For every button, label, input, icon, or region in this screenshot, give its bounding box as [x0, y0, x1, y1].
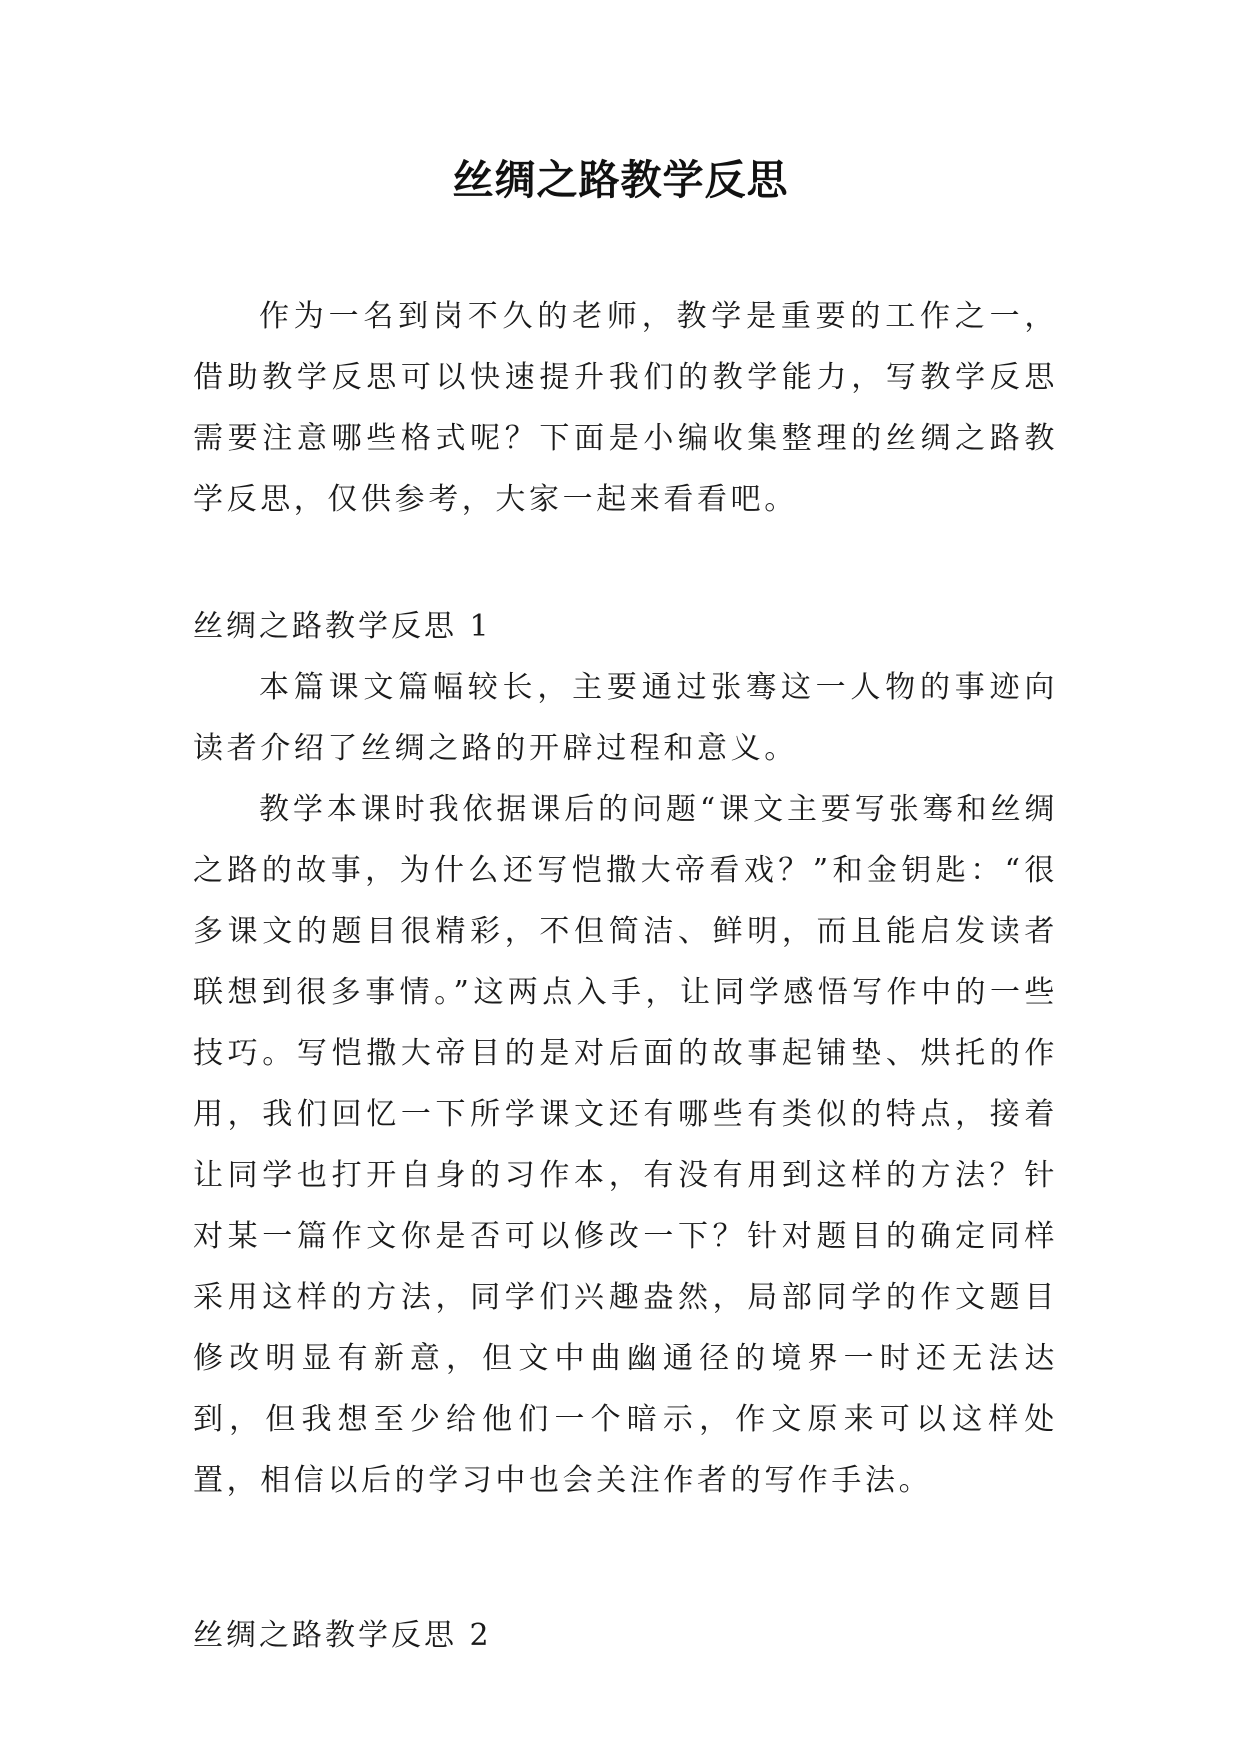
- section-1: [193, 596, 1058, 1511]
- section-2: [193, 1605, 1058, 1666]
- section-heading: 丝绸之路教学反思 2: [193, 1618, 492, 1653]
- body-paragraph: 教学本课时我依据课后的问题“课文主要写张骞和丝绸之路的故事，为什么还写恺撒大帝看戏？”和金钥匙：“很多课文的题目很精彩，不但简洁、鲜明，而且能启发读者联想到很多事情。”这两点入手，让同学感悟写作中的一些技巧。写恺撒大帝目的是对后面的故事起铺垫、烘托的作用，我们回忆一下所学课文还有哪些有类似的特点，接着让同学也打开自身的习作本，有没有用到这样的方法？针对某一篇作文你是否可以修改一下？针对题目的确定同样采用这样的方法，同学们兴趣盎然，局部同学的作文题目修改明显有新意，但文中曲幽通径的境界一时还无法达到，但我想至少给他们一个暗示，作文原来可以这样处置，相信以后的学习中也会关注作者的写作手法。: [193, 792, 1058, 1498]
- spacer: [193, 1511, 1058, 1605]
- section-heading: 丝绸之路教学反思 1: [193, 609, 492, 644]
- spacer: [193, 530, 1058, 596]
- document-title: 丝绸之路教学反思: [452, 156, 789, 204]
- intro-paragraph: 作为一名到岗不久的老师，教学是重要的工作之一，借助教学反思可以快速提升我们的教学能力，写教学反思需要注意哪些格式呢？下面是小编收集整理的丝绸之路教学反思，仅供参考，大家一起来看看吧。: [193, 299, 1058, 517]
- body-paragraph: 本篇课文篇幅较长，主要通过张骞这一人物的事迹向读者介绍了丝绸之路的开辟过程和意义。: [193, 670, 1058, 766]
- document-body: [193, 286, 1058, 1666]
